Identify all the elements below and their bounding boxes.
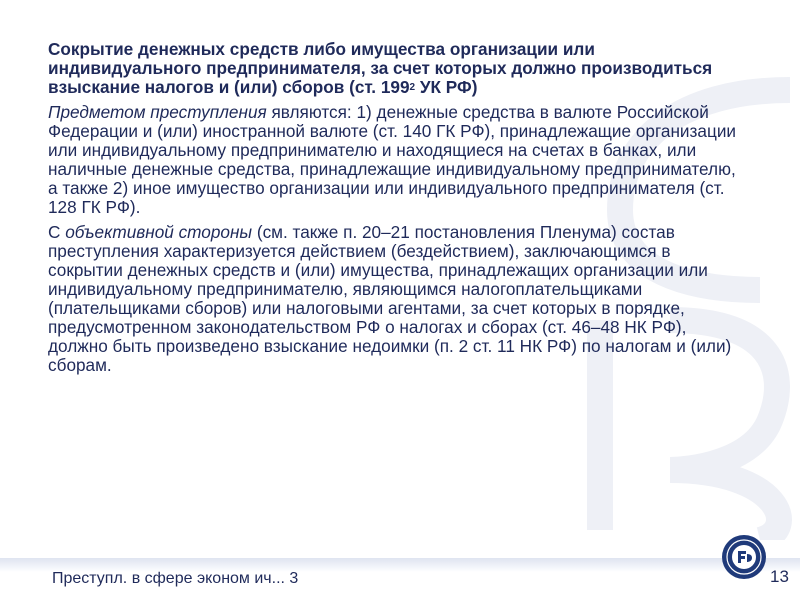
- heading-text: Сокрытие денежных средств либо имущества организации или индивидуального предпринимателя, за счет которых должно производиться взыскание налогов и (или) сборов (ст. 199: [48, 39, 713, 97]
- paragraph-subject-text: являются: 1) денежные средства в валюте Российской Федерации и (или) иностранной валюте (ст. 140 ГК РФ), принадлежащие организации или индивидуальному предпринимателю и находящиеся на счетах в банках, или наличные денежные средства, принадлежащие индивидуальному предпринимателю, а также 2) иное имущество организации или индивидуального предпринимателя (ст. 128 ГК РФ).: [48, 102, 737, 217]
- paragraph-objective-text: (см. также п. 20–21 постановления Пленума) состав преступления характеризуется действием (бездействием), заключающимся в сокрытии денежных средств и (или) имущества, принадлежащих организации или индивидуальному предпринимателю, являющимся налогоплательщиками (плательщиками сборов) или налоговыми агентами, за счет которых в порядке, предусмотренном законодательством РФ о налогах и сборах (ст. 46–48 НК РФ), должно быть произведено взыскание недоимки (п. 2 ст. 11 НК РФ) по налогам и (или) сборам.: [48, 222, 732, 375]
- paragraph-subject: [48, 103, 748, 217]
- slide-heading: [48, 40, 748, 97]
- paragraph-subject-italic: Предметом преступления: [48, 102, 267, 122]
- hse-logo-icon: [721, 534, 767, 580]
- page-number: 13: [770, 567, 789, 586]
- heading-superscript: 2: [409, 82, 416, 93]
- paragraph-objective: [48, 223, 748, 375]
- paragraph-objective-italic: объективной стороны: [65, 222, 253, 242]
- heading-text-end: УК РФ): [415, 77, 478, 97]
- footer-title: Преступл. в сфере эконом ич... 3: [52, 570, 299, 587]
- paragraph-objective-prefix: С: [48, 222, 66, 242]
- slide-content: [48, 40, 748, 381]
